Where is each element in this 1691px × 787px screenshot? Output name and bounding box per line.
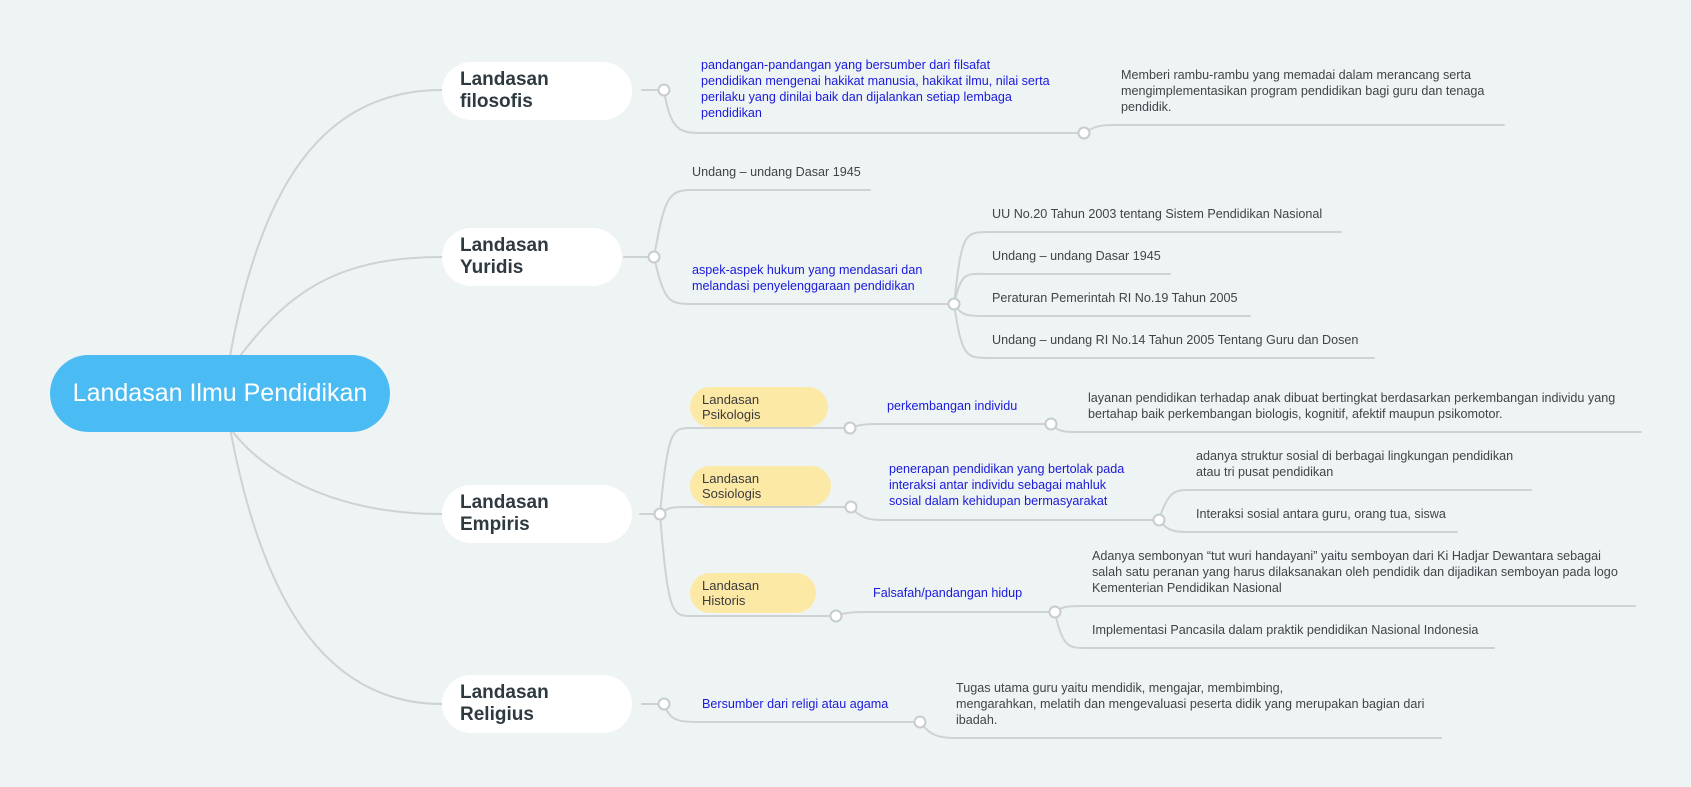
filosofis-description[interactable] <box>701 57 1050 121</box>
text-line: sosial dalam kehidupan bermasyarakat <box>889 494 1108 508</box>
psikologis-description[interactable]: perkembangan individu <box>887 399 1018 413</box>
text-line: interaksi antar individu sebagai mahluk <box>889 478 1107 492</box>
text-line: aspek-aspek hukum yang mendasari dan <box>692 263 923 277</box>
root-topic[interactable]: Landasan Ilmu Pendidikan <box>50 355 390 432</box>
yuridis-law-4[interactable]: Undang – undang RI No.14 Tahun 2005 Tentang Guru dan Dosen <box>992 333 1359 347</box>
sosiologis-detail-2[interactable]: Interaksi sosial antara guru, orang tua, siswa <box>1196 507 1446 521</box>
text-line: pendidikan <box>701 106 762 120</box>
text-line: pendidikan mengenai hakikat manusia, hakikat ilmu, nilai serta <box>701 74 1050 88</box>
text-line: pandangan-pandangan yang bersumber dari filsafat <box>701 58 991 72</box>
topic-filosofis[interactable]: Landasan filosofis <box>442 62 632 120</box>
religius-detail[interactable] <box>956 680 1424 728</box>
topic-yuridis[interactable]: Landasan Yuridis <box>442 228 622 286</box>
text-line: melandasi penyelenggaraan pendidikan <box>692 279 915 293</box>
text-line: Tugas utama guru yaitu mendidik, mengajar, membimbing, <box>956 681 1284 695</box>
sosiologis-detail-1[interactable] <box>1196 448 1513 480</box>
text-line: layanan pendidikan terhadap anak dibuat bertingkat berdasarkan perkembangan individu yang <box>1088 391 1616 405</box>
subtopic-psikologis[interactable]: Landasan Psikologis <box>690 387 828 427</box>
religius-description[interactable]: Bersumber dari religi atau agama <box>702 697 889 711</box>
historis-detail-1[interactable] <box>1092 548 1618 596</box>
historis-description[interactable]: Falsafah/pandangan hidup <box>873 586 1023 600</box>
text-line: mengarahkan, melatih dan mengevaluasi peserta didik yang merupakan bagian dari <box>956 697 1425 711</box>
text-line: Adanya sembonyan “tut wuri handayani” yaitu semboyan dari Ki Hadjar Dewantara sebagai <box>1092 549 1601 563</box>
sosiologis-description[interactable] <box>889 461 1124 509</box>
text-line: Memberi rambu-rambu yang memadai dalam merancang serta <box>1121 68 1471 82</box>
yuridis-item-uud[interactable]: Undang – undang Dasar 1945 <box>692 165 861 179</box>
text-line: perilaku yang dinilai baik dan dijalankan setiap lembaga <box>701 90 1012 104</box>
text-line: pendidik. <box>1121 100 1172 114</box>
text-line: Kementerian Pendidikan Nasional <box>1092 581 1282 595</box>
subtopic-sosiologis[interactable]: Landasan Sosiologis <box>690 466 831 506</box>
subtopic-historis[interactable]: Landasan Historis <box>690 573 816 613</box>
topic-religius[interactable]: Landasan Religius <box>442 675 632 733</box>
yuridis-law-2[interactable]: Undang – undang Dasar 1945 <box>992 249 1161 263</box>
yuridis-description[interactable] <box>692 262 922 294</box>
topic-empiris[interactable]: Landasan Empiris <box>442 485 632 543</box>
text-line: mengimplementasikan program pendidikan bagi guru dan tenaga <box>1121 84 1485 98</box>
yuridis-law-1[interactable]: UU No.20 Tahun 2003 tentang Sistem Pendidikan Nasional <box>992 207 1323 221</box>
text-line: adanya struktur sosial di berbagai lingkungan pendidikan <box>1196 449 1514 463</box>
filosofis-detail[interactable] <box>1121 67 1484 115</box>
historis-detail-2[interactable]: Implementasi Pancasila dalam praktik pendidikan Nasional Indonesia <box>1092 623 1479 637</box>
text-line: penerapan pendidikan yang bertolak pada <box>889 462 1125 476</box>
text-line: ibadah. <box>956 713 998 727</box>
text-line: atau tri pusat pendidikan <box>1196 465 1334 479</box>
psikologis-detail[interactable] <box>1088 390 1615 422</box>
text-line: salah satu peranan yang harus dilaksanakan oleh pendidik dan dijadikan semboyan pada logo <box>1092 565 1618 579</box>
yuridis-law-3[interactable]: Peraturan Pemerintah RI No.19 Tahun 2005 <box>992 291 1238 305</box>
text-line: bertahap baik perkembangan biologis, kognitif, afektif maupun psikomotor. <box>1088 407 1503 421</box>
